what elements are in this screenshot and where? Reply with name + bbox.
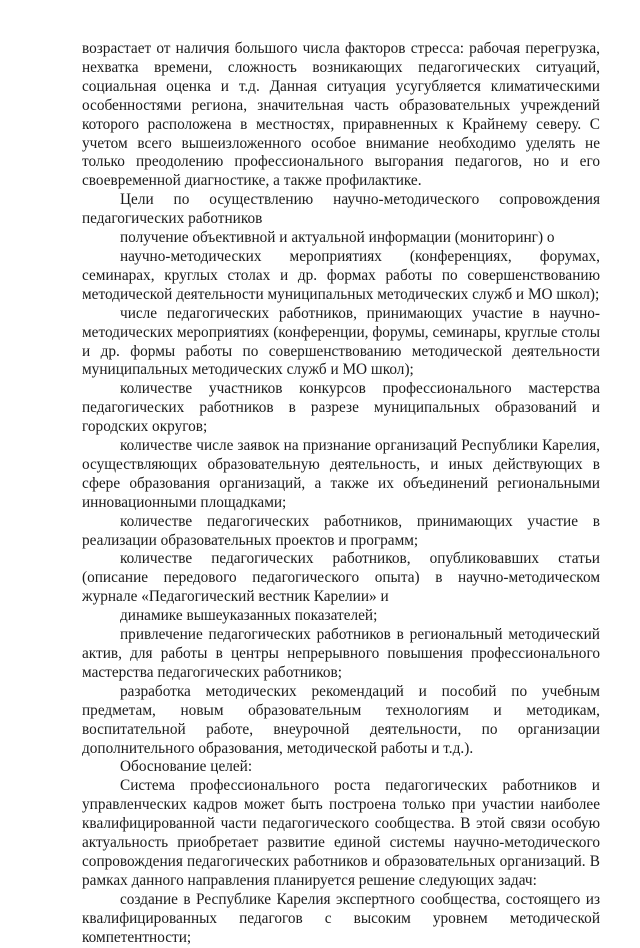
paragraph: создание в Республике Карелия экспертного сообщества, состоящего из квалифицированных педагогов с высоким уровнем методической компетентности;: [82, 890, 600, 946]
paragraph: Система профессионального роста педагогических работников и управленческих кадров может быть построена только при участии наиболее квалифицированной части педагогического сообщества. В этой связи особую актуальность приобретает развитие единой системы научно-методического сопровождения педагогических работников и образовательных организаций. В рамках данного направления планируется решение следующих задач:: [82, 777, 600, 889]
paragraph: динамике вышеуказанных показателей;: [120, 607, 378, 625]
paragraph: количестве педагогических работников, принимающих участие в реализации образовательных проектов и программ;: [82, 512, 600, 549]
paragraph: количестве педагогических работников, опубликовавших статьи (описание передового педагогического опыта) в научно-методическом журнале «Педагогический вестник Карелии» и: [82, 550, 600, 606]
paragraph: привлечение педагогических работников в региональный методический актив, для работы в центры непрерывного повышения профессионального мастерства педагогических работников;: [82, 626, 600, 681]
paragraph: научно-методических мероприятиях (конференциях, форумах, семинарах, круглых столах и др. формах работы по совершенствованию методической деятельности муниципальных методических служб и МО школ);: [82, 247, 600, 303]
paragraph: разработка методических рекомендаций и пособий по учебным предметам, новым образовательным технологиям и методикам, воспитательной работе, внеурочной деятельности, по организации дополнительного образования, методической работы и т.д.).: [82, 682, 600, 757]
paragraph: возрастает от наличия большого числа факторов стресса: рабочая перегрузка, нехватка времени, сложность возникающих педагогических ситуаций, социальная оценка и т.д. Данная ситуация усугубляется климатическими особенностями региона, значительная часть образовательных учреждений которого расположена в местностях, приравненных к Крайнему северу. С учетом всего вышеизложенного особое внимание необходимо уделять не только преодолению профессионального выгорания педагогов, но и его своевременной диагностике, а также профилактике.: [82, 40, 600, 190]
paragraph: Обоснование целей:: [120, 758, 253, 776]
paragraph: числе педагогических работников, принимающих участие в научно-методических мероприятиях (конференции, форумы, семинары, круглые столы и др. формы работы по совершенствованию методической деятельности муниципальных методических служб и МО школ);: [82, 304, 600, 379]
paragraph: количестве числе заявок на признание организаций Республики Карелия, осуществляющих образовательную деятельность, и иных действующих в сфере образования организаций, а также их объединений региональными инновационными площадками;: [82, 437, 600, 511]
document-page: [82, 40, 600, 948]
paragraph: получение объективной и актуальной информации (мониторинг) о: [120, 229, 555, 247]
paragraph: количестве участников конкурсов профессионального мастерства педагогических работников в разрезе муниципальных образований и городских округов;: [82, 380, 600, 436]
paragraph: Цели по осуществлению научно-методического сопровождения педагогических работников: [82, 191, 600, 228]
